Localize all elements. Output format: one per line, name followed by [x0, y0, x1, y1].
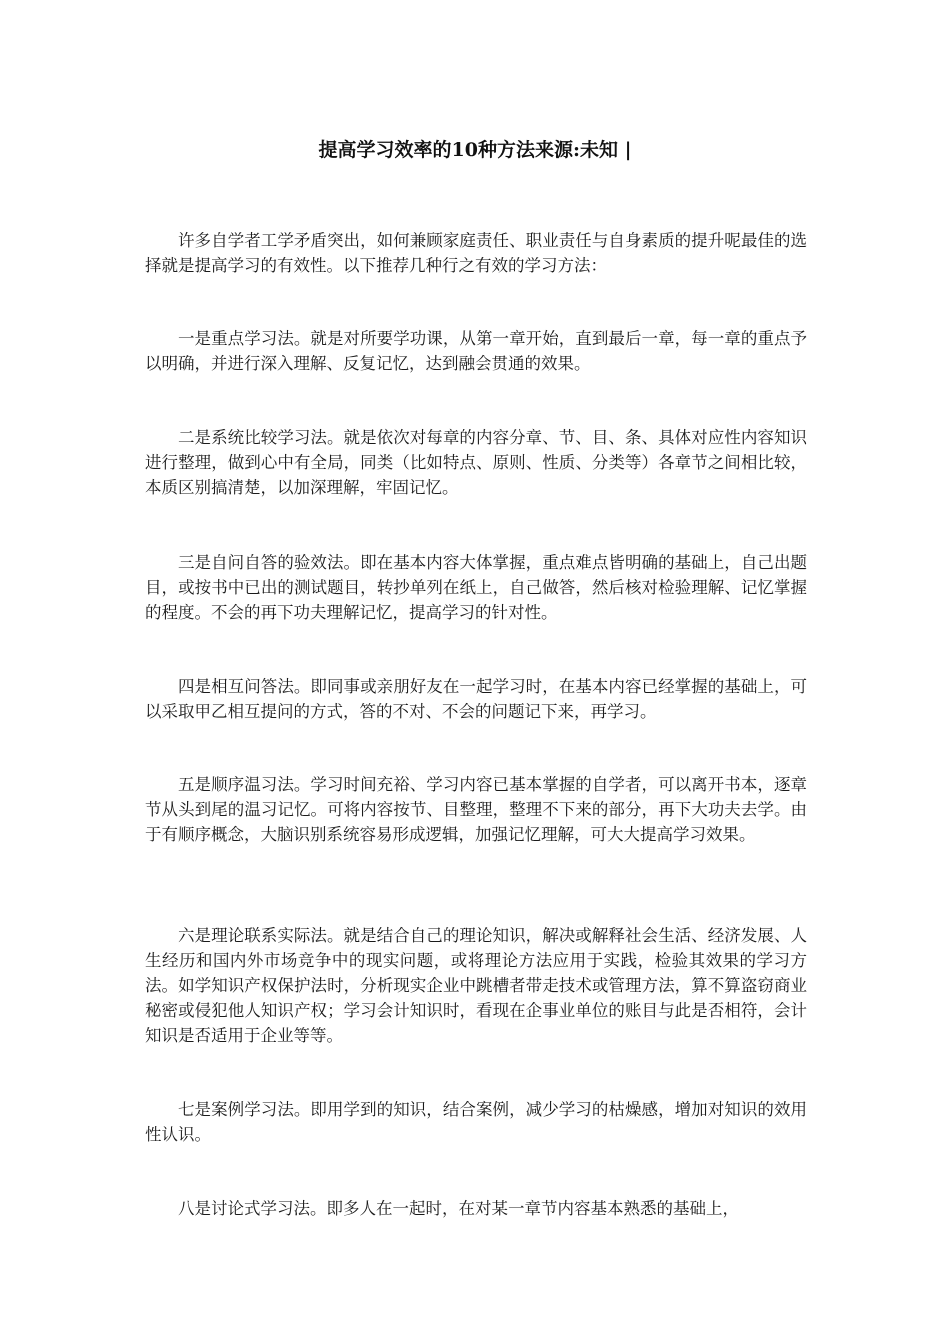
paragraph-method-1: 一是重点学习法。就是对所要学功课，从第一章开始，直到最后一章，每一章的重点予以明确，并进行深入理解、反复记忆，达到融会贯通的效果。: [145, 329, 807, 373]
paragraph-intro: 许多自学者工学矛盾突出，如何兼顾家庭责任、职业责任与自身素质的提升呢最佳的选择就是提高学习的有效性。以下推荐几种行之有效的学习方法：: [145, 231, 807, 275]
paragraph-method-6: 六是理论联系实际法。就是结合自己的理论知识，解决或解释社会生活、经济发展、人生经历和国内外市场竞争中的现实问题，或将理论方法应用于实践，检验其效果的学习方法。如学知识产权保护法时，分析现实企业中跳槽者带走技术或管理方法，算不算盗窃商业秘密或侵犯他人知识产权；学习会计知识时，看现在企事业单位的账目与此是否相符，会计知识是否适用于企业等等。: [145, 926, 807, 1045]
paragraph-method-8: 八是讨论式学习法。即多人在一起时，在对某一章节内容基本熟悉的基础上，: [178, 1199, 739, 1218]
paragraph-method-5: 五是顺序温习法。学习时间充裕、学习内容已基本掌握的自学者，可以离开书本，逐章节从头到尾的温习记忆。可将内容按节、目整理，整理不下来的部分，再下大功夫去学。由于有顺序概念，大脑识别系统容易形成逻辑，加强记忆理解，可大大提高学习效果。: [145, 775, 807, 844]
document-title: 提高学习效率的10种方法来源:未知 |: [318, 139, 632, 161]
paragraph-method-2: 二是系统比较学习法。就是依次对每章的内容分章、节、目、条、具体对应性内容知识进行整理，做到心中有全局，同类（比如特点、原则、性质、分类等）各章节之间相比较，本质区别搞清楚，以加深理解，牢固记忆。: [145, 428, 807, 497]
paragraph-method-3: 三是自问自答的验效法。即在基本内容大体掌握，重点难点皆明确的基础上，自己出题目，或按书中已出的测试题目，转抄单列在纸上，自己做答，然后核对检验理解、记忆掌握的程度。不会的再下功夫理解记忆，提高学习的针对性。: [145, 553, 807, 622]
paragraph-method-4: 四是相互问答法。即同事或亲朋好友在一起学习时，在基本内容已经掌握的基础上，可以采取甲乙相互提问的方式，答的不对、不会的问题记下来，再学习。: [145, 677, 807, 721]
paragraph-method-7: 七是案例学习法。即用学到的知识，结合案例，减少学习的枯燥感，增加对知识的效用性认识。: [145, 1100, 807, 1144]
